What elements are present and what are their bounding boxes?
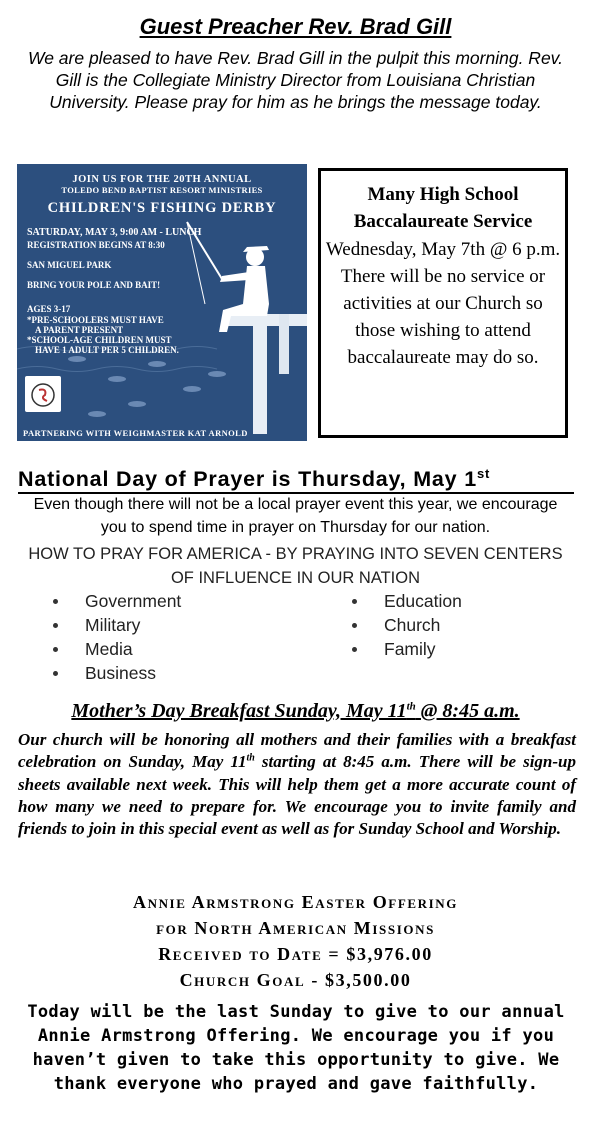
list-item: Church	[352, 613, 552, 637]
flyer-partner: PARTNERING WITH WEIGHMASTER KAT ARNOLD	[23, 428, 248, 438]
annie-armstrong-body: Today will be the last Sunday to give to our annual Annie Armstrong Offering. We encourage you if you haven’t given to take this opportunity to give. We thank everyone who prayed and gave faithfully.	[27, 1002, 565, 1094]
baccalaureate-title-line2: Baccalaureate Service	[353, 211, 533, 232]
flyer-location: SAN MIGUEL PARK	[27, 260, 112, 270]
flyer-registration: REGISTRATION BEGINS AT 8:30	[27, 240, 165, 250]
guest-preacher-body: We are pleased to have Rev. Brad Gill in the pulpit this morning. Rev. Gill is the Collegiate Ministry Director from Louisiana Christian University. Please pray for him as he brings the message today.	[28, 48, 563, 112]
flyer-note2a: *SCHOOL-AGE CHILDREN MUST	[27, 335, 172, 345]
annie-received: Received to Date = $3,976.00	[158, 944, 433, 964]
list-item: Government	[53, 589, 303, 613]
annie-line2: for North American Missions	[156, 918, 435, 938]
mothers-day-body: Our church will be honoring all mothers and their families with a breakfast celebration on Sunday, May 11th starting at 8:45 a.m. There will be sign-up sheets available next week. This will help them get a more accurate count of how many we need to prepare for. We encourage you to invite family and friends to join in this special event as well as for Sunday School and Worship.	[18, 730, 576, 839]
flyer-event-title: CHILDREN'S FISHING DERBY	[47, 200, 277, 216]
fishing-derby-flyer	[17, 164, 307, 441]
baccalaureate-title-line1: Many High School	[367, 184, 519, 205]
prayer-list-left	[53, 589, 303, 685]
list-item: Education	[352, 589, 552, 613]
ministry-logo	[25, 376, 61, 412]
list-item: Business	[53, 661, 303, 685]
prayer-day-how: HOW TO PRAY FOR AMERICA - BY PRAYING INTO SEVEN CENTERS OF INFLUENCE IN OUR NATION	[28, 545, 563, 587]
baccalaureate-body: Wednesday, May 7th @ 6 p.m. There will be no service or activities at our Church so those wishing to attend baccalaureate may do so.	[325, 239, 561, 368]
baccalaureate-box	[318, 168, 568, 438]
list-item: Family	[352, 637, 552, 661]
flyer-ages: AGES 3-17	[27, 304, 71, 314]
list-item: Military	[53, 613, 303, 637]
flyer-note2b: HAVE 1 ADULT PER 5 CHILDREN.	[35, 345, 179, 355]
list-item: Media	[53, 637, 303, 661]
flyer-bring: BRING YOUR POLE AND BAIT!	[27, 280, 161, 290]
flyer-date: SATURDAY, MAY 3, 9:00 AM - LUNCH	[27, 227, 202, 238]
flyer-line1: JOIN US FOR THE 20TH ANNUAL	[72, 174, 252, 185]
annie-armstrong-header	[0, 889, 591, 993]
prayer-day-body: Even though there will not be a local prayer event this year, we encourage you to spend time in prayer on Thursday for our nation.	[33, 496, 558, 536]
prayer-day-title-sup: st	[476, 466, 491, 481]
annie-line1: Annie Armstrong Easter Offering	[132, 892, 459, 912]
mothers-day-title: Mother’s Day Breakfast Sunday, May 11th @ 8:45 a.m.	[71, 700, 520, 722]
flyer-line2: TOLEDO BEND BAPTIST RESORT MINISTRIES	[61, 185, 263, 195]
prayer-day-title-text: National Day of Prayer is Thursday, May 1	[18, 467, 477, 492]
annie-goal: Church Goal - $3,500.00	[179, 970, 412, 990]
flyer-note1a: *PRE-SCHOOLERS MUST HAVE	[27, 315, 164, 325]
guest-preacher-title: Guest Preacher Rev. Brad Gill	[139, 14, 452, 39]
baccalaureate-title	[321, 181, 565, 235]
prayer-day-title	[18, 461, 574, 494]
prayer-list-right	[352, 589, 552, 661]
flyer-note1b: A PARENT PRESENT	[35, 325, 124, 335]
